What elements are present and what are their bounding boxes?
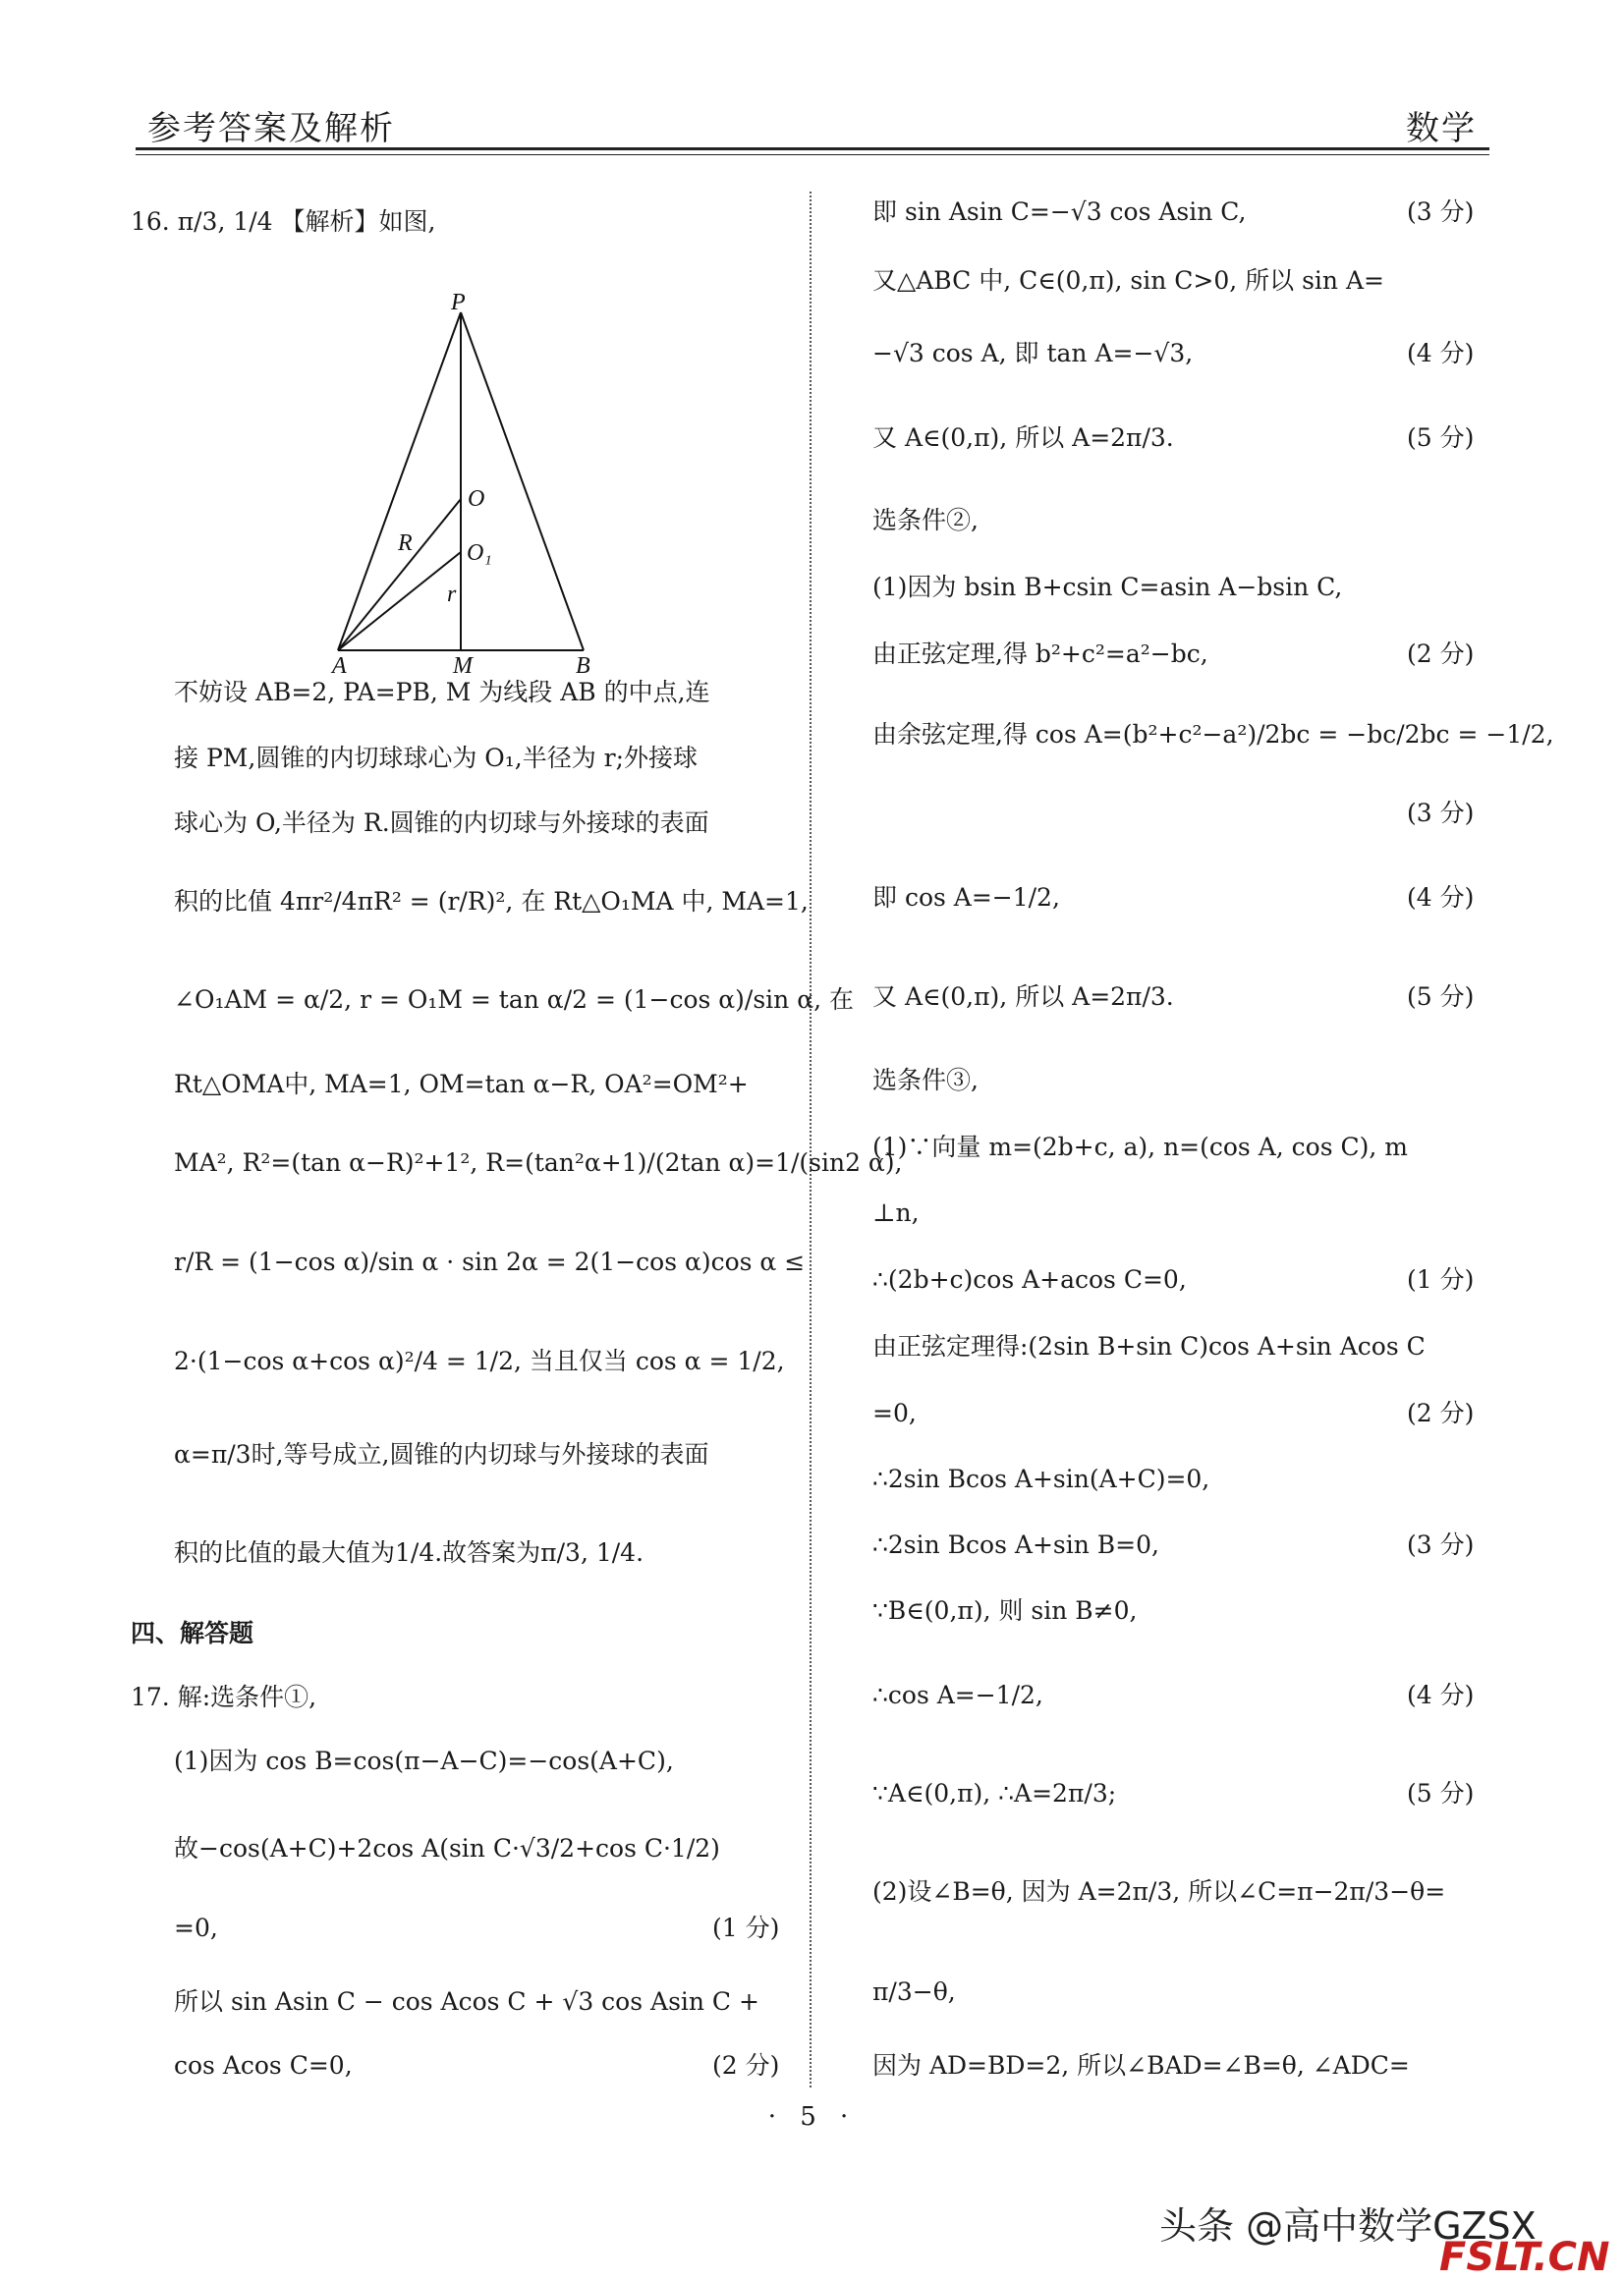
- solution-line: 球心为 O,半径为 R.圆锥的内切球与外接球的表面: [174, 808, 709, 837]
- points-label: (4 分): [1407, 883, 1475, 912]
- solution-line: 不妨设 AB=2, PA=PB, M 为线段 AB 的中点,连: [174, 678, 710, 706]
- points-label: (5 分): [1407, 1779, 1475, 1808]
- solution-line: 接 PM,圆锥的内切球球心为 O₁,半径为 r;外接球: [174, 744, 699, 772]
- label-o1: O₁: [467, 540, 492, 566]
- header-subject: 数学: [1406, 109, 1477, 148]
- header-title: 参考答案及解析: [147, 109, 395, 148]
- segment-ao: [338, 499, 461, 650]
- points-label: (4 分): [1407, 339, 1475, 367]
- solution-line: 又 A∈(0,π), 所以 A=2π/3.: [872, 423, 1174, 452]
- edge-pa: [338, 312, 461, 650]
- solution-line: ∴2sin Bcos A+sin B=0,: [872, 1531, 1159, 1559]
- points-label: (3 分): [1407, 197, 1475, 226]
- solution-line: 因为 AD=BD=2, 所以∠BAD=∠B=θ, ∠ADC=: [872, 2051, 1410, 2080]
- points-label: (1 分): [712, 1914, 780, 1942]
- solution-line: 所以 sin Asin C − cos Acos C + √3 cos Asin C +: [174, 1987, 759, 2016]
- label-o: O: [468, 486, 485, 512]
- solution-line: 由余弦定理,得 cos A=(b²+c²−a²)/2bc = −bc/2bc = −1/2,: [872, 720, 1554, 749]
- solution-line: cos Acos C=0,: [174, 2051, 353, 2080]
- page-number: · 5 ·: [767, 2102, 857, 2132]
- solution-line: ∵B∈(0,π), 则 sin B≠0,: [872, 1596, 1138, 1625]
- solution-line: 又△ABC 中, C∈(0,π), sin C>0, 所以 sin A=: [872, 266, 1384, 295]
- solution-line: ∴cos A=−1/2,: [872, 1681, 1043, 1709]
- solution-line: Rt△OMA中, MA=1, OM=tan α−R, OA²=OM²+: [174, 1070, 749, 1098]
- solution-line: 又 A∈(0,π), 所以 A=2π/3.: [872, 982, 1174, 1011]
- solution-line: (2)设∠B=θ, 因为 A=2π/3, 所以∠C=π−2π/3−θ=: [872, 1877, 1446, 1906]
- solution-line: ∠O₁AM = α/2, r = O₁M = tan α/2 = (1−cos α)/sin α, 在: [174, 985, 855, 1014]
- solution-line: ∴(2b+c)cos A+acos C=0,: [872, 1265, 1187, 1294]
- solution-line: =0,: [872, 1399, 917, 1427]
- points-label: (3 分): [1407, 1531, 1475, 1559]
- label-r-outer: R: [398, 530, 413, 556]
- header-rule: [136, 147, 1489, 150]
- points-label: (1 分): [1407, 1265, 1475, 1294]
- solution-line: α=π/3时,等号成立,圆锥的内切球与外接球的表面: [174, 1440, 709, 1469]
- label-a: A: [332, 653, 347, 678]
- points-label: (5 分): [1407, 982, 1475, 1011]
- section-heading: 四、解答题: [131, 1619, 254, 1647]
- label-m: M: [453, 653, 473, 678]
- watermark-logo: FSLT.CN: [1439, 2235, 1610, 2280]
- solution-line: −√3 cos A, 即 tan A=−√3,: [872, 339, 1194, 367]
- solution-line: 由正弦定理得:(2sin B+sin C)cos A+sin Acos C: [872, 1332, 1426, 1361]
- points-label: (4 分): [1407, 1681, 1475, 1709]
- condition-heading: 选条件②,: [872, 506, 979, 534]
- solution-line: (1)因为 cos B=cos(π−A−C)=−cos(A+C),: [174, 1747, 674, 1775]
- edge-pb: [461, 312, 584, 650]
- header-rule-thin: [136, 154, 1489, 155]
- solution-line: 即 sin Asin C=−√3 cos Asin C,: [872, 197, 1247, 226]
- watermark: 头条 @高中数学GZSX: [1159, 2204, 1537, 2248]
- solution-line: (1)因为 bsin B+csin C=asin A−bsin C,: [872, 573, 1343, 601]
- solution-line: 由正弦定理,得 b²+c²=a²−bc,: [872, 640, 1208, 668]
- solution-line: 积的比值的最大值为1/4.故答案为π/3, 1/4.: [174, 1538, 644, 1567]
- solution-line: 即 cos A=−1/2,: [872, 883, 1060, 912]
- label-r-inner: r: [447, 582, 457, 607]
- label-p: P: [451, 290, 466, 315]
- solution-line: MA², R²=(tan α−R)²+1², R=(tan²α+1)/(2tan α)=1/(sin2 α),: [174, 1148, 903, 1177]
- solution-line: =0,: [174, 1914, 218, 1942]
- solution-line: ⊥n,: [872, 1198, 920, 1227]
- points-label: (2 分): [1407, 640, 1475, 668]
- points-label: (3 分): [1407, 799, 1475, 827]
- label-b: B: [576, 653, 590, 678]
- solution-line: (1)∵向量 m=(2b+c, a), n=(cos A, cos C), m: [872, 1133, 1408, 1161]
- points-label: (2 分): [1407, 1399, 1475, 1427]
- solution-line: π/3−θ,: [872, 1977, 956, 2006]
- solution-line: 故−cos(A+C)+2cos A(sin C·√3/2+cos C·1/2): [174, 1834, 720, 1863]
- points-label: (2 分): [712, 2051, 780, 2080]
- points-label: (5 分): [1407, 423, 1475, 452]
- condition-heading: 选条件③,: [872, 1066, 979, 1094]
- column-divider: [810, 192, 812, 2087]
- solution-line: ∴2sin Bcos A+sin(A+C)=0,: [872, 1465, 1210, 1493]
- solution-line: ∵A∈(0,π), ∴A=2π/3;: [872, 1779, 1117, 1808]
- problem-17-start: 17. 解:选条件①,: [131, 1683, 317, 1711]
- solution-line: r/R = (1−cos α)/sin α · sin 2α = 2(1−cos α)cos α ≤: [174, 1248, 806, 1276]
- problem-16-answer: 16. π/3, 1/4 【解析】如图,: [131, 207, 436, 236]
- solution-line: 2·(1−cos α+cos α)²/4 = 1/2, 当且仅当 cos α = 1/2,: [174, 1347, 785, 1375]
- cone-diagram: [314, 285, 609, 678]
- solution-line: 积的比值 4πr²/4πR² = (r/R)², 在 Rt△O₁MA 中, MA=1,: [174, 887, 809, 916]
